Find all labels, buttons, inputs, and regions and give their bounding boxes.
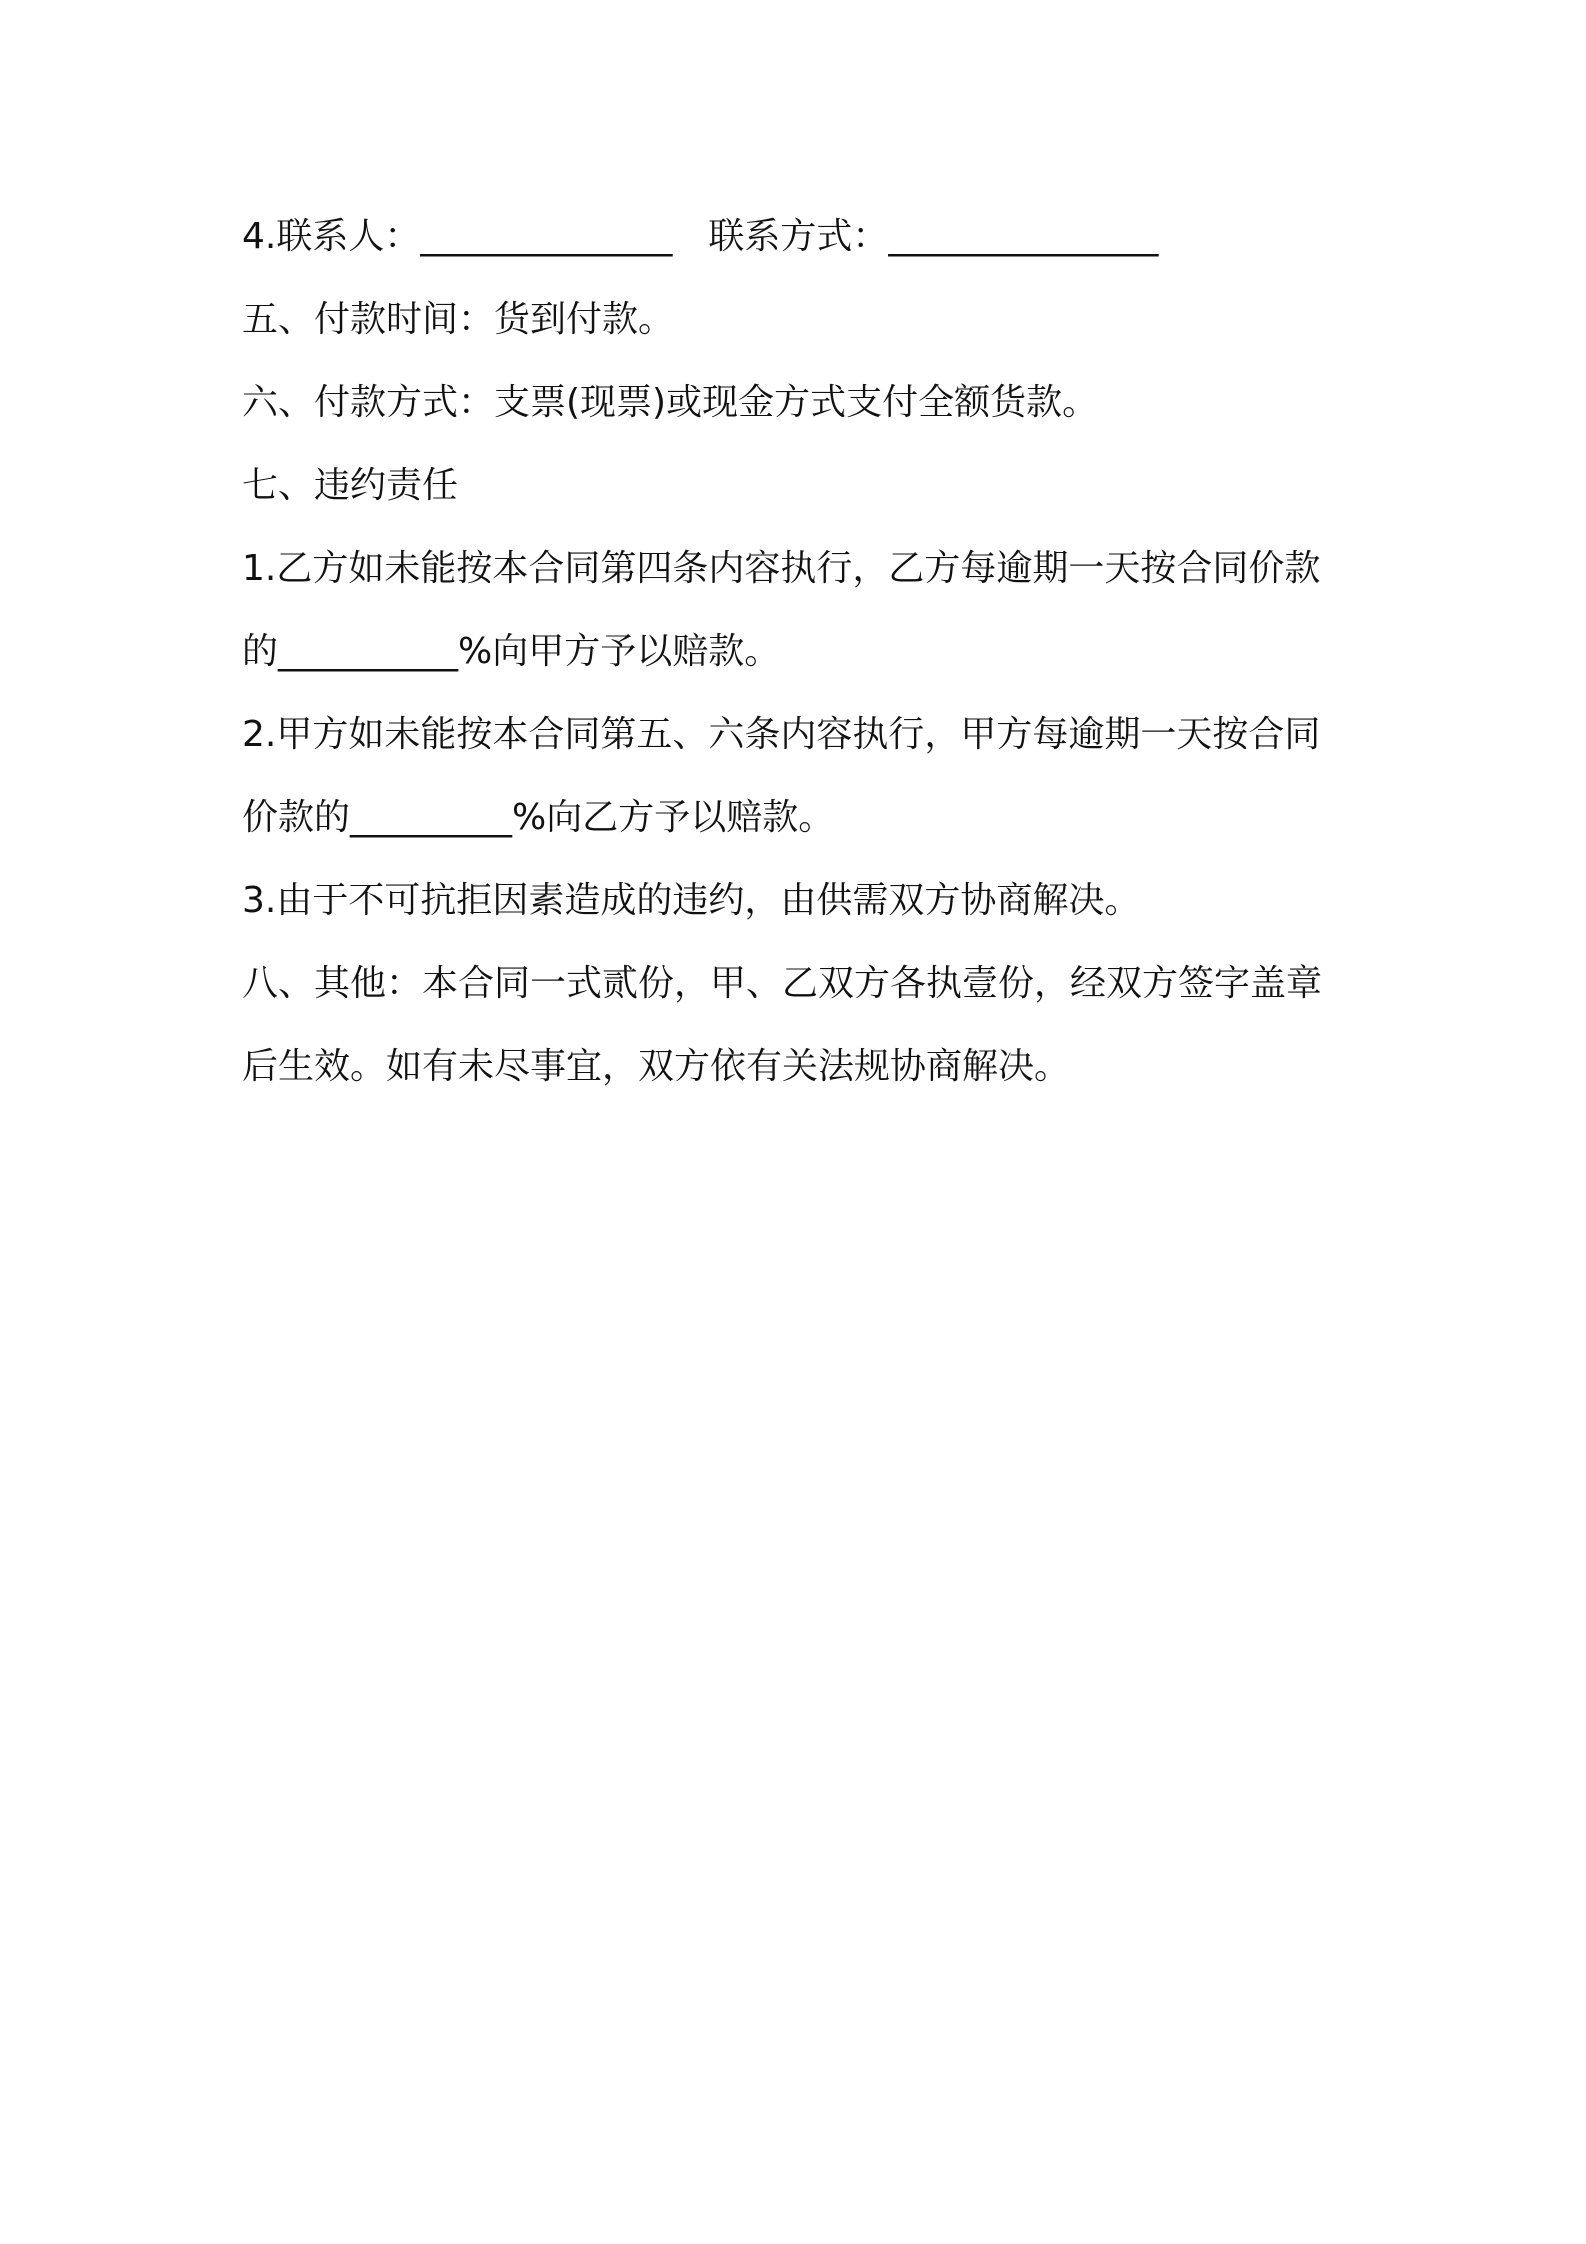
breach-item-2-line-2: 价款的_________%向乙方予以赔款。 — [242, 797, 835, 838]
contact-person-field: 4.联系人：______________ — [242, 216, 673, 257]
breach-item-1-line-1: 1.乙方如未能按本合同第四条内容执行，乙方每逾期一天按合同价款 — [242, 548, 1321, 589]
contact-method-field: 联系方式：_______________ — [708, 216, 1159, 257]
contact-line — [242, 195, 1372, 278]
breach-item-3: 3.由于不可抗拒因素造成的违约，由供需双方协商解决。 — [242, 880, 1141, 921]
breach-item-1-line-2: 的__________%向甲方予以赔款。 — [242, 631, 781, 672]
payment-time-clause: 五、付款时间：货到付款。 — [242, 299, 675, 340]
document-body — [242, 195, 1372, 1108]
breach-liability-heading: 七、违约责任 — [242, 465, 459, 506]
other-clause-line-2: 后生效。如有未尽事宜，双方依有关法规协商解决。 — [242, 1046, 1071, 1087]
other-clause-line-1: 八、其他：本合同一式贰份，甲、乙双方各执壹份，经双方签字盖章 — [242, 963, 1323, 1004]
breach-item-2-line-1: 2.甲方如未能按本合同第五、六条内容执行，甲方每逾期一天按合同 — [242, 714, 1321, 755]
payment-method-clause: 六、付款方式：支票(现票)或现金方式支付全额货款。 — [242, 382, 1099, 423]
